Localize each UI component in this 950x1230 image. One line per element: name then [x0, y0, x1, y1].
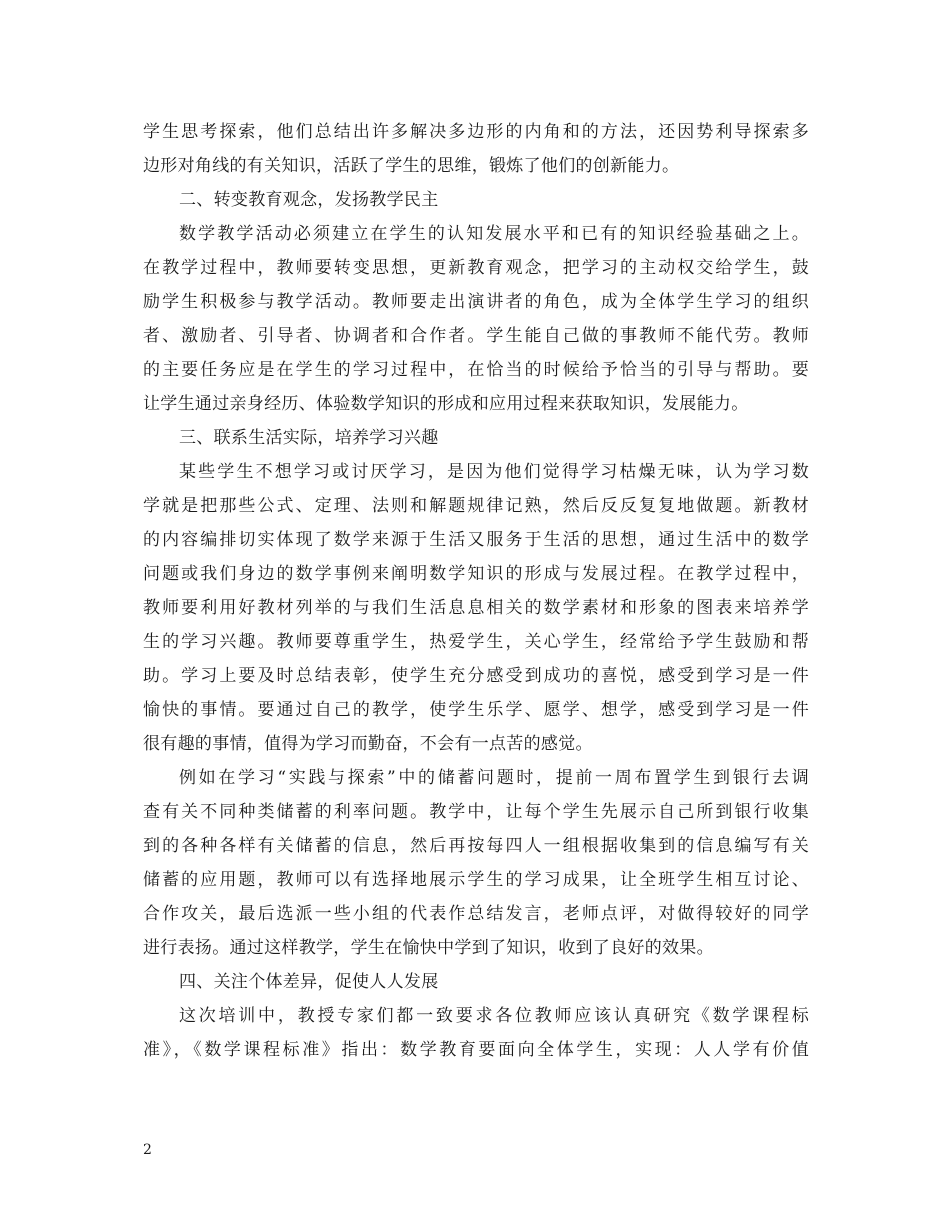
text-line: 的主要任务应是在学生的学习过程中，在恰当的时候给予恰当的引导与帮助。要 [143, 360, 809, 380]
text-line: 储蓄的应用题，教师可以有选择地展示学生的学习成果，让全班学生相互讨论、 [143, 870, 809, 890]
text-line: 数学教学活动必须建立在学生的认知发展水平和已有的知识经验基础之上。 [179, 224, 809, 244]
text-line: 在教学过程中，教师要转变思想，更新教育观念，把学习的主动权交给学生，鼓 [143, 258, 809, 278]
text-line: 愉快的事情。要通过自己的教学，使学生乐学、愿学、想学，感受到学习是一件 [143, 700, 809, 720]
text-line: 很有趣的事情，值得为学习而勤奋，不会有一点苦的感觉。 [143, 734, 593, 754]
text-line: 学就是把那些公式、定理、法则和解题规律记熟，然后反反复复地做题。新教材 [143, 496, 809, 516]
section-heading: 二、转变教育观念，发扬教学民主 [179, 190, 439, 210]
text-line: 的内容编排切实体现了数学来源于生活又服务于生活的思想，通过生活中的数学 [143, 530, 809, 550]
text-line: 查有关不同种类储蓄的利率问题。教学中，让每个学生先展示自己所到银行收集 [143, 802, 809, 822]
text-line: 进行表扬。通过这样教学，学生在愉快中学到了知识，收到了良好的效果。 [143, 938, 714, 958]
document-body [143, 115, 809, 1067]
text-line: 让学生通过亲身经历、体验数学知识的形成和应用过程来获取知识，发展能力。 [143, 394, 749, 414]
page-number: 2 [143, 1142, 152, 1158]
text-line: 教师要利用好教材列举的与我们生活息息相关的数学素材和形象的图表来培养学 [143, 598, 809, 618]
text-line: 励学生积极参与教学活动。教师要走出演讲者的角色，成为全体学生学习的组织 [143, 292, 809, 312]
text-line: 问题或我们身边的数学事例来阐明数学知识的形成与发展过程。在教学过程中， [143, 564, 809, 584]
section-heading: 四、关注个体差异，促使人人发展 [179, 972, 439, 992]
text-line: 准》，《数学课程标准》指出：数学教育要面向全体学生，实现：人人学有价值 [143, 1040, 809, 1060]
text-line: 边形对角线的有关知识，活跃了学生的思维，锻炼了他们的创新能力。 [143, 156, 680, 176]
text-line: 合作攻关，最后选派一些小组的代表作总结发言，老师点评，对做得较好的同学 [143, 904, 809, 924]
text-line: 这次培训中，教授专家们都一致要求各位教师应该认真研究《数学课程标 [179, 1006, 809, 1026]
text-line: 例如在学习“实践与探索”中的储蓄问题时，提前一周布置学生到银行去调 [179, 768, 809, 788]
section-heading: 三、联系生活实际，培养学习兴趣 [179, 428, 439, 448]
text-line: 某些学生不想学习或讨厌学习，是因为他们觉得学习枯燥无味，认为学习数 [179, 462, 809, 482]
text-line: 助。学习上要及时总结表彰，使学生充分感受到成功的喜悦，感受到学习是一件 [143, 666, 809, 686]
text-line: 者、激励者、引导者、协调者和合作者。学生能自己做的事教师不能代劳。教师 [143, 326, 809, 346]
text-line: 到的各种各样有关储蓄的信息，然后再按每四人一组根据收集到的信息编写有关 [143, 836, 809, 856]
text-line: 学生思考探索，他们总结出许多解决多边形的内角和的方法，还因势利导探索多 [143, 122, 809, 142]
text-line: 生的学习兴趣。教师要尊重学生，热爱学生，关心学生，经常给予学生鼓励和帮 [143, 632, 809, 652]
